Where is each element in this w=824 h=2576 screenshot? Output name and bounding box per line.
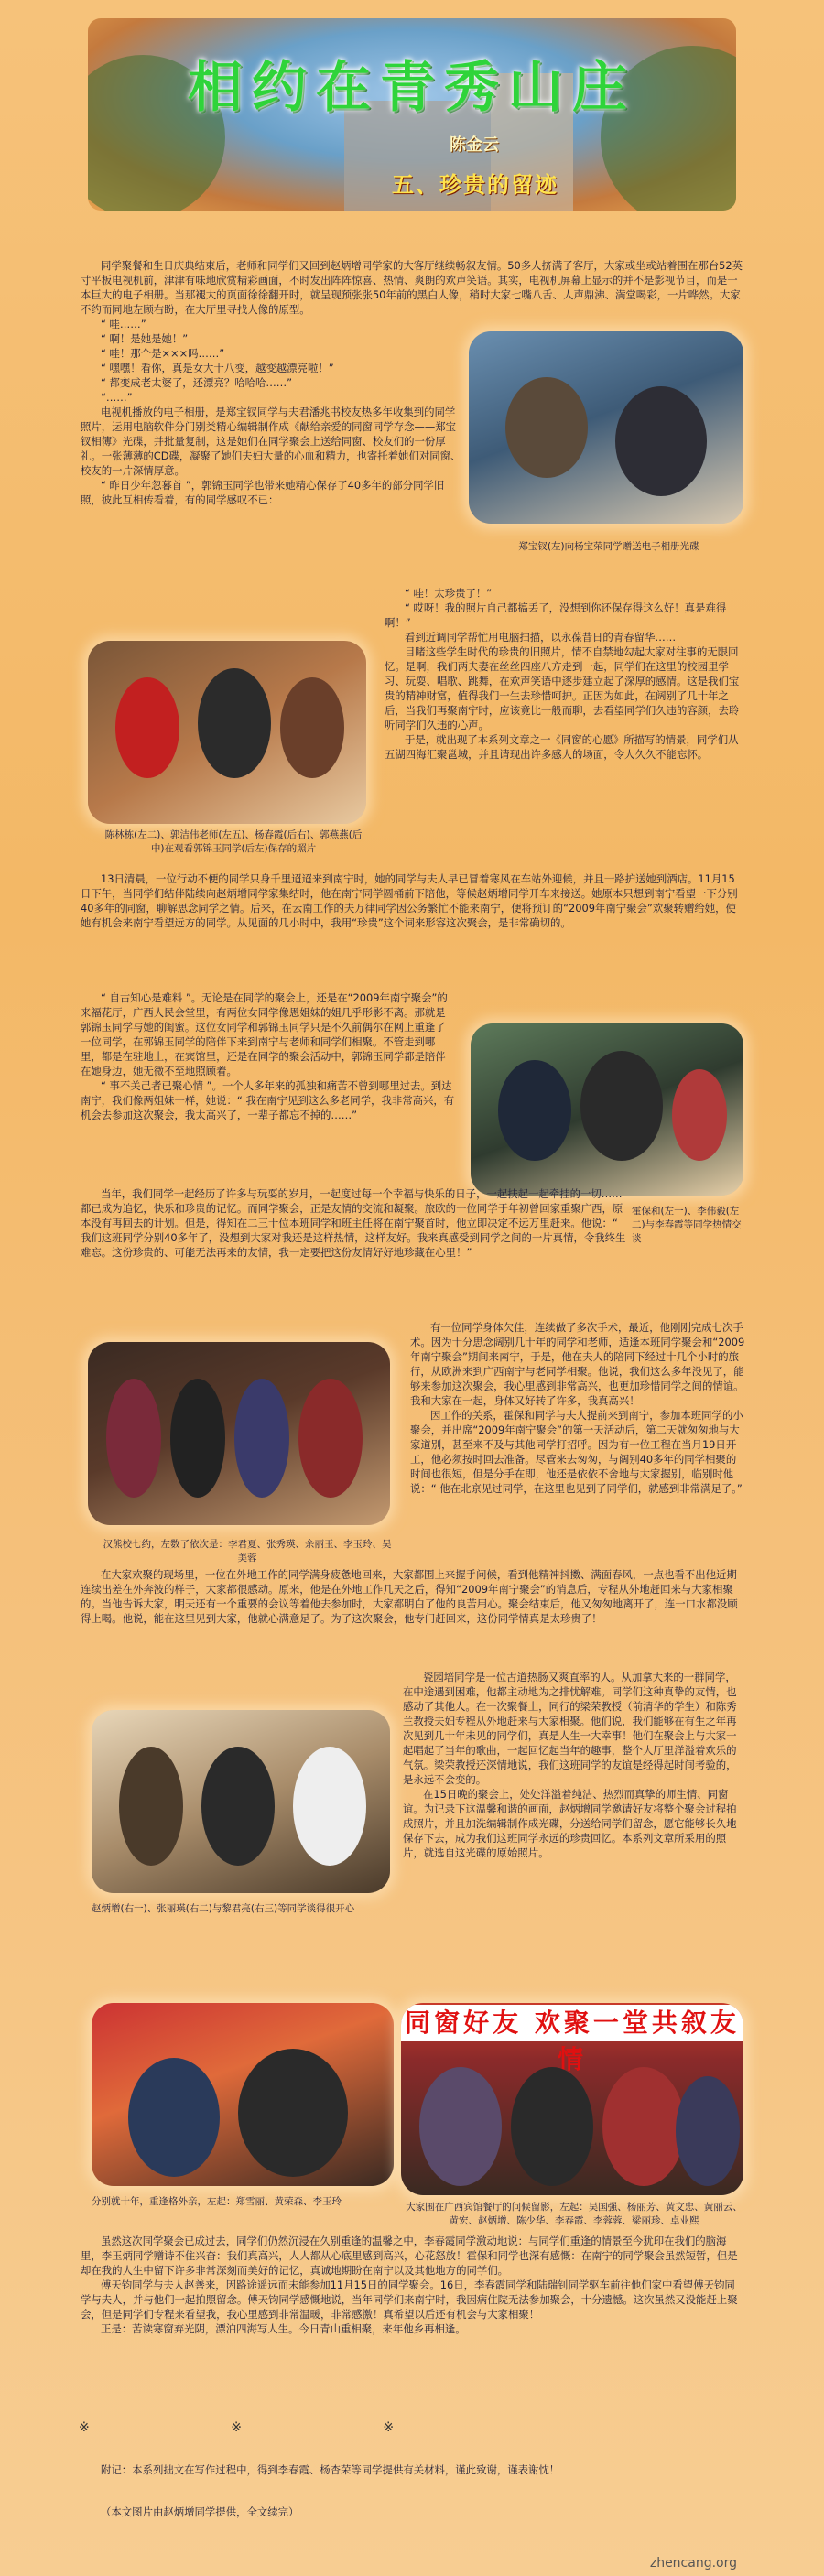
paragraph: 虽然这次同学聚会已成过去，同学们仍然沉浸在久别重逢的温馨之中，李春霞同学激动地说：与同学们重逢的情景至今犹印在我们的脑海里，李玉炳同学赠诗不住兴奋：我们真高兴，人人都从心底里感到高兴，心花怒放！霍保和同学也深有感慨：在南宁的同学聚会虽然短暂，但是却在我的人生中留下许多非常深刻而美好的记忆，真诚地期盼在南宁以及其他地方的同学们。	[81, 2235, 738, 2277]
person-figure	[115, 677, 179, 778]
paragraph: 在15日晚的聚会上，处处洋溢着纯洁、热烈而真挚的师生情、同窗谊。为记录下这温馨和谐的画面，赵炳增同学邀请好友将整个聚会过程拍成照片，并且加洗编辑制作成光碟，分送给同学们留念，愿它能够长久地保存下去，成为我们这班同学永远的珍贵回忆。本系列文章所采用的照片，就选自这光碟的原始照片。	[403, 1788, 737, 1859]
paragraph: 看到近调同学帮忙用电脑扫描，以永葆昔日的青春留华……	[405, 631, 677, 644]
paragraph: “ 事不关己者已聚心情 ”。一个人多年来的孤独和痛苦不曾到哪里过去。到达南宁，我们像两姐妹一样，她说：“ 我在南宁见到这么多老同学，我非常高兴，有机会去参加这次聚会，我太高兴了，一辈子都忘不掉的……”	[81, 1079, 455, 1121]
person-figure	[672, 1069, 727, 1161]
person-figure	[298, 1379, 363, 1498]
dialog-line: “ 啊！是她是她！”	[101, 332, 189, 345]
separator-stars	[79, 2420, 531, 2435]
text-column	[81, 990, 456, 1122]
person-figure	[676, 2076, 740, 2186]
photo-7-caption: 大家围在广西宾馆餐厅的问候留影，左起：吴国强、杨丽芳、黄文忠、黄丽云、黄宏、赵炳增、陈少华、李春霞、李蓉蓉、梁丽珍、卓业熙	[406, 2202, 743, 2226]
article-intro	[81, 258, 745, 317]
photo-3	[471, 1023, 743, 1196]
person-figure	[119, 1747, 183, 1866]
photo-4-caption: 汉熊校七约，左数了依次是：李君夏、张秀瑛、余丽玉、李玉玲、吴美蓉	[103, 1539, 392, 1564]
photo-6-caption: 分别就十年，重逢格外亲，左起：郑雪丽、黄荣森、李玉玲	[92, 2196, 342, 2207]
paragraph: 因工作的关系，霍保和同学与夫人提前来到南宁，参加本班同学的小聚会，并出席“2009年南宁聚会”的第一天活动后，第二天就匆匆地与大家道别，甚至来不及与其他同学打招呼。因为有一位工程在当月19日开工，他必须按时回去准备。尽管来去匆匆，与阔别40多年的同学相聚的时间也很短，但是分手在即，他还是依依不舍地与大家握别，临别时他说：“ 他在北京见过同学，在这里也见到了同学们，就感到非常满足了。”	[410, 1409, 743, 1495]
person-figure	[201, 1747, 275, 1866]
dialog-line: “ 哇！那个是×××吗……”	[101, 347, 225, 360]
paragraph: “ 哎呀！我的照片自己都搞丢了，没想到你还保存得这么好！真是难得啊！”	[385, 601, 727, 629]
text-column	[81, 1186, 630, 1260]
paragraph: 于是，就出现了本系列文章之一《同窗的心愿》所描写的情景，同学们从五湖四海汇聚邕城，并且请现出许多感人的场面，令人久久不能忘怀。	[385, 733, 739, 761]
text-full	[81, 871, 745, 930]
person-figure	[106, 1379, 161, 1498]
site-logo[interactable]: zhencang.org	[649, 2556, 737, 2571]
person-figure	[498, 1060, 571, 1161]
paragraph: 同学聚餐和生日庆典结束后，老师和同学们又回到赵炳增同学家的大客厅继续畅叙友情。50多人挤满了客厅，大家或坐或站着围在那台52英寸平板电视机前，津津有味地欣赏精彩画面，不时发出阵阵惊喜、热情、爽朗的欢声笑语。其实，电视机屏幕上显示的并不是影视节目，而是一本巨大的电子相册。当那褪大的页面徐徐翻开时，就呈现预张张50年前的黑白人像，稍时大家七嘴八舌、人声鼎沸、满堂喝彩，一片哗然。大家不约而同地左顾右盼，在大厅里寻找人像的原型。	[81, 259, 743, 316]
photo-1	[469, 331, 743, 524]
photo-1-caption: 郑宝钗(左)向杨宝荣同学赠送电子相册光碟	[518, 541, 699, 552]
dialog-line: “ 哇……”	[101, 318, 146, 330]
paragraph: 附记：本系列拙文在写作过程中，得到李春霞、杨杏荣等同学提供有关材料，谨此致谢，谨表谢忱！	[101, 2463, 560, 2476]
person-figure	[419, 2067, 502, 2186]
photo-2	[88, 641, 366, 824]
photo-4	[88, 1342, 390, 1525]
person-figure	[170, 1379, 225, 1498]
paragraph: 有一位同学身体欠佳，连续做了多次手术，最近，他刚刚完成七次手术。因为十分思念阔别几十年的同学和老师，适逢本班同学聚会和“2009年南宁聚会”期间来南宁，于是，他在夫人的陪同下经过十几个小时的旅行，从欧洲来到广西南宁与老同学相聚。他说，我们这么多年没见了，能够来参加这次聚会，我心里感到非常高兴，也更加珍惜同学之间的情谊。我和大家在一起，身体又好转了许多，我真高兴！	[410, 1321, 745, 1407]
person-figure	[615, 386, 707, 496]
section-subtitle: 五、珍贵的留迹	[392, 172, 558, 198]
dialog-line: “……”	[101, 391, 133, 404]
paragraph: “ 自古知心是难料 ”。无论是在同学的聚会上，还是在“2009年南宁聚会”的来福花厅，广西人民会堂里，有两位女同学像恩姐妹的姐几乎形影不离。那就是郭锦玉同学与她的闺蜜。这位女同学和郭锦玉同学只是不久前偶尔在网上重逢了一位同学，在郭锦玉同学的陪伴下来到南宁与老师和同学们相聚。不管走到哪里，都是在驻地上，在宾馆里，还是在同学的聚会活动中，郭锦玉同学都是陪伴在她身边，她无微不至地照顾着。	[81, 991, 448, 1077]
header-banner	[88, 18, 736, 211]
paragraph: 电视机播放的电子相册，是郑宝钗同学与夫君潘兆书校友热多年收集到的同学照片，运用电脑软件分门别类精心编辑制作成《献给亲爱的同窗同学存念——郑宝钗相簿》光碟，并批量复制，这是她们在同学聚会上送给同窗、校友们的一份厚礼。一张薄薄的CD碟，凝聚了她们夫妇大量的心血和精力，也寄托着她们对同窗、校友的一片深情厚意。	[81, 406, 461, 477]
photo-7	[401, 2003, 743, 2195]
photo-5	[92, 1710, 390, 1893]
article-end	[81, 2234, 745, 2336]
page-title: 相约在青秀山庄	[188, 56, 636, 120]
text-column	[403, 1670, 745, 1860]
paragraph: 傅天钧同学与夫人赵善来，因路途遥远而未能参加11月15日的同学聚会。16日，李春霞同学和陆瑞钊同学驱车前往他们家中看望傅天钧同学与夫人，并与他们一起拍照留念。傅天钧同学感慨地说，当年同学们来南宁时，我因病住院无法参加聚会，十分遗憾。这次虽然又没能赶上聚会，但是同学们专程来看望我，我心里感到非常温暖，非常感激！真希望以后还有机会与大家相聚！	[81, 2278, 738, 2321]
credit	[81, 2505, 745, 2519]
dialog-line: “ 都变成老太婆了，还漂亮？哈哈哈……”	[101, 376, 293, 389]
photo-banner-text: 同窗好友 欢聚一堂共叙友情	[401, 2005, 743, 2041]
separator-star: ※	[79, 2420, 90, 2435]
person-figure	[238, 2049, 348, 2177]
text-column	[385, 586, 745, 762]
paragraph: 目睹这些学生时代的珍贵的旧照片，情不自禁地勾起大家对往事的无限回忆。是啊，我们两夫妻在丝丝四座八方走到一起，同学们在这里的校园里学习、玩耍、唱歌、跳舞，在欢声笑语中逐步建立起了深厚的感情。这是我们宝贵的精神财富，值得我们一生去珍惜呵护。正因为如此，在阔别了几十年之后，当我们再聚南宁时，应该竟比一般而聊，去看望同学们久违的容颜，去聆听同学们久违的心声。	[385, 645, 740, 731]
text-column	[410, 1320, 745, 1496]
paragraph: 当年，我们同学一起经历了许多与玩耍的岁月，一起度过每一个幸福与快乐的日子，一起扶起一起牵挂的一切……都已成为追忆，快乐和珍贵的记忆。而同学聚会，正是友情的交流和凝聚。旅欧的一位同学于年初曾回家重聚广西，原本没有再回去的计划。但是，得知在二三十位本班同学和班主任将在南宁聚首时，他立即决定不远万里赶来。他说：“ 我们这班同学分别40多年了，没想到大家对我还是这样热情，这样友好。我来真感受到同学之间的一片真情，令我终生难忘。这份珍贵的、可能无法再来的友情，我一定要把这份友情好好地珍藏在心里！”	[81, 1187, 626, 1259]
paragraph: “ 哇！太珍贵了！”	[405, 587, 493, 600]
paragraph: 瓷园培同学是一位古道热肠又爽直率的人。从加拿大来的一群同学，在中途遇到困难，他都主动地为之排忧解难。同学们这种真挚的友情，也感动了其他人。在一次聚餐上，同行的梁荣教授（前清华的学生）和陈秀兰教授夫妇专程从外地赶来与大家相聚。他们说，我们能够在有生之年再次见到几十年未见的同学们，真是人生一大幸事！他们在聚会上与大家一起唱起了当年的歌曲，一起回忆起当年的趣事，整个大厅里洋溢着欢乐的气氛。梁荣教授还深情地说，我们这班同学的友谊是经得起时间考验的，是永远不会变的。	[403, 1671, 737, 1786]
paragraph: 13日清晨，一位行动不便的同学只身千里迢迢来到南宁时，她的同学与夫人早已冒着寒风在车站外迎候，并且一路护送她到酒店。11月15日下午，当同学们结伴陆续向赵炳增同学家集结时，他在南宁同学圆桶前下陪他，等候赵炳增同学开车来接送。她原本只想到南宁看望一下分别40多年的同窗，聊解思念同学之情。后来，在云南工作的夫万律同学因公务繁忙不能来南宁，便将预订的“2009年南宁聚会”欢聚转赠给她，使她有机会来南宁看望远方的同学。从见面的几小时中，我用“珍贵”这个词来形容这次聚会，是非常确切的。	[81, 872, 738, 929]
person-figure	[234, 1379, 289, 1498]
author-name: 陈金云	[450, 135, 499, 155]
paragraph: “ 昨日少年忽暮首 ”，郭锦玉同学也带来她精心保存了40多年的部分同学旧照，彼此互相传看着，有的同学感叹不已：	[81, 479, 445, 506]
person-figure	[505, 377, 588, 478]
paragraph: （本文图片由赵炳增同学提供，全文续完）	[101, 2506, 299, 2518]
person-figure	[293, 1747, 366, 1866]
dialog-block	[81, 317, 465, 507]
person-figure	[280, 677, 344, 778]
text-full	[81, 1567, 745, 1626]
person-figure	[602, 2067, 685, 2186]
photo-6	[92, 2003, 394, 2186]
photo-2-caption: 陈林栋(左二)、郭洁伟老师(左五)、杨春霞(后右)、郭燕燕(后中)在观看郭锦玉同学(后左)保存的照片	[104, 829, 363, 854]
dialog-line: “ 嘿嘿！看你，真是女大十八变，越变越漂亮啦！”	[101, 362, 334, 374]
separator-star: ※	[231, 2420, 242, 2435]
person-figure	[511, 2067, 593, 2186]
paragraph: 在大家欢聚的现场里，一位在外地工作的同学满身疲惫地回来，大家都围上来握手问候，看到他精神抖擞、满面春风，一点也看不出他近期连续出差在外奔波的样子，大家都很感动。原来，他是在外地工作几天之后，得知“2009年南宁聚会”的消息后，专程从外地赶回来与大家相聚的。当他告诉大家，明天还有一个重要的会议等着他去参加时，大家都明白了他的良苦用心。聚会结束后，他又匆匆地离开了，连一口水都没顾得上喝。他说，能在这里见到大家，他就心满意足了。为了这次聚会，他专门赶回来，这份同学情真是太珍贵了！	[81, 1568, 738, 1625]
person-figure	[128, 2058, 220, 2177]
separator-star: ※	[383, 2420, 395, 2435]
footnote	[81, 2462, 745, 2477]
photo-3-caption: 霍保和(左一)、李伟毅(左二)与李春霞等同学热情交谈	[632, 1206, 742, 1244]
person-figure	[580, 1051, 663, 1161]
person-figure	[198, 668, 271, 778]
photo-5-caption: 赵炳增(右一)、张丽瑛(右二)与黎君亮(右三)等同学谈得很开心	[92, 1903, 355, 1914]
paragraph: 正是：苦读寒窗弃光阴，漂泊四海写人生。今日青山重相聚，来年他乡再相逢。	[101, 2322, 466, 2335]
